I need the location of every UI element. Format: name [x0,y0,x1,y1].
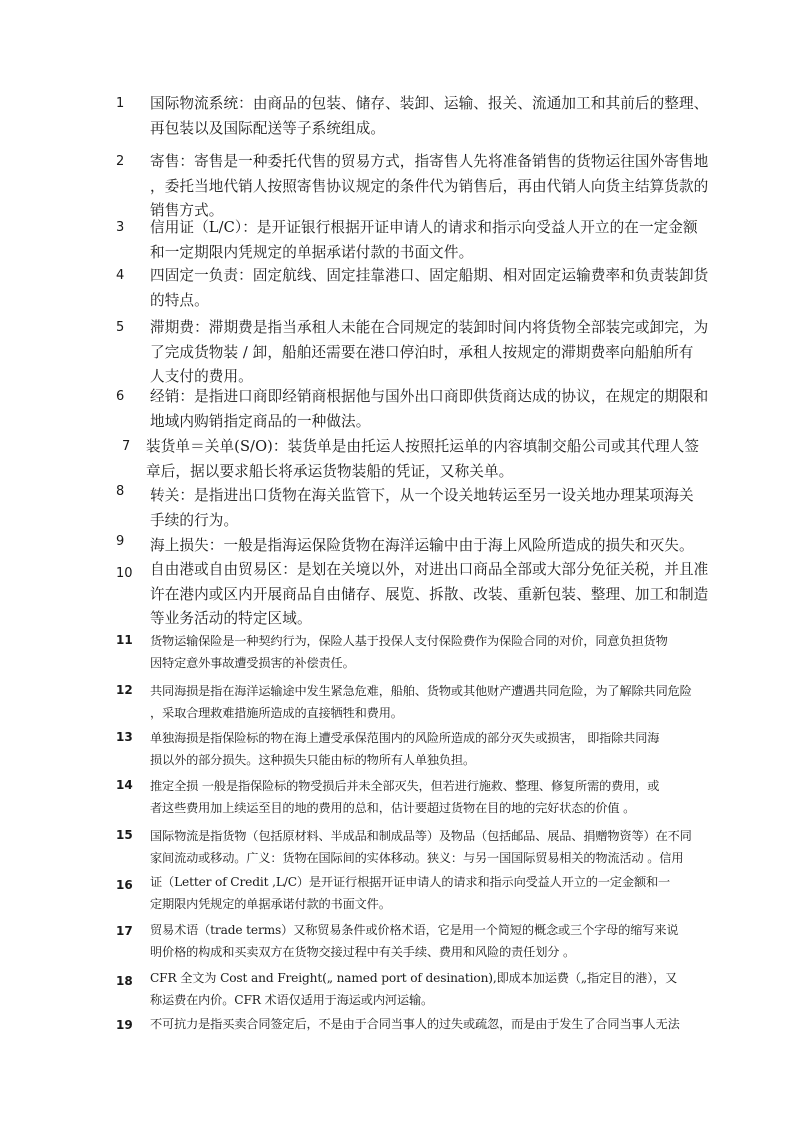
item-line: 等业务活动的特定区域。 [150,610,312,627]
item-number: 3 [116,220,125,235]
item-line: 装货单＝关单(S/O)：装货单是由托运人按照托运单的内容填制交船公司或其代理人签 [146,438,700,455]
item-line: 称运费在内价。CFR 术语仅适用于海运或内河运输。 [150,992,434,1007]
item-number: 9 [116,534,125,549]
item-line: 单独海损是指保险标的物在海上遭受承保范围内的风险所造成的部分灭失或损害， 即指除共同海 [150,731,660,745]
item-number: 14 [116,778,133,792]
item-line: 经销：是指进口商即经销商根据他与国外出口商即供货商达成的协议，在规定的期限和 [150,388,709,405]
item-number: 19 [116,1018,133,1032]
item-number: 15 [116,828,133,842]
item-line: 家间流动或移动。广义：货物在国际间的实体移动。狭义：与另一国国际贸易相关的物流活动 。信用 [150,850,684,865]
item-line: ，采取合理救难措施所造成的直接牺牲和费用。 [150,705,403,720]
item-number: 17 [116,924,133,938]
item-line: 海上损失：一般是指海运保险货物在海洋运输中由于海上风险所造成的损失和灭失。 [150,537,694,554]
item-line: CFR 全文为 Cost and Freight(„ named port of desination),即成本加运费（„指定目的港），又 [150,971,678,985]
item-line: 销售方式。 [150,202,224,219]
item-line: 的特点。 [150,291,209,309]
item-line: 推定全损 一般是指保险标的物受损后并未全部灭失，但若进行施救、整理、修复所需的费用，或 [150,779,660,793]
item-line: 损以外的部分损失。这种损失只能由标的物所有人单独负担。 [150,752,476,767]
item-number: 10 [116,566,133,581]
item-number: 12 [116,683,133,697]
item-number: 6 [116,389,125,404]
item-number: 1 [116,96,125,111]
item-line: 国际物流是指货物（包括原材料、半成品和制成品等）及物品（包括邮品、展品、捐赠物资等）在不同 [150,829,692,843]
item-line: 地域内购销指定商品的一种做法。 [150,412,371,430]
item-line: 转关：是指进出口货物在海关监管下，从一个设关地转运至另一设关地办理某项海关 [150,487,694,504]
item-line: 不可抗力是指买卖合同签定后，不是由于合同当事人的过失或疏忽，而是由于发生了合同当事人无法 [150,1017,680,1031]
item-number: 4 [116,268,125,283]
item-line: 信用证（L/C）：是开证银行根据开证申请人的请求和指示向受益人开立的在一定金额 [150,219,698,236]
item-line: 明价格的构成和买卖双方在货物交接过程中有关手续、费用和风险的责任划分 。 [150,944,576,959]
item-number: 5 [116,320,125,335]
item-number: 13 [116,730,133,744]
item-line: 许在港内或区内开展商品自由储存、展览、拆散、改装、重新包装、整理、加工和制造 [150,585,709,603]
item-number: 11 [116,633,133,647]
item-number: 8 [116,484,125,499]
item-line: 寄售：寄售是一种委托代售的贸易方式，指寄售人先将准备销售的货物运往国外寄售地 [150,153,709,170]
item-line: 章后，据以要求船长将承运货物装船的凭证，又称关单。 [146,462,514,480]
item-line: 手续的行为。 [150,511,239,529]
item-line: 和一定期限内凭规定的单据承诺付款的书面文件。 [150,243,474,261]
item-number: 2 [116,154,125,169]
item-line: 滞期费：滞期费是指当承租人未能在合同规定的装卸时间内将货物全部装完或卸完，为 [150,319,709,336]
item-line: 证（Letter of Credit ,L/C）是开证行根据开证申请人的请求和指示向受益人开立的一定金额和一 [150,875,671,889]
item-line: 自由港或自由贸易区：是划在关境以外，对进出口商品全部或大部分免征关税，并且准 [150,561,709,578]
item-number: 18 [116,974,133,988]
item-line: 再包装以及国际配送等子系统组成。 [150,119,386,137]
item-line: 人支付的费用。 [150,368,253,385]
item-line: 贸易术语（trade terms）又称贸易条件或价格术语，它是用一个简短的概念或三个字母的缩写来说 [150,923,679,937]
item-line: 共同海损是指在海洋运输途中发生紧急危难，船舶、货物或其他财产遭遇共同危险，为了解除共同危险 [150,684,692,698]
item-line: 国际物流系统：由商品的包装、储存、装卸、运输、报关、流通加工和其前后的整理、 [150,95,709,112]
item-line: 四固定一负责：固定航线、固定挂靠港口、固定船期、相对固定运输费率和负责装卸货 [150,267,709,284]
item-number: 7 [122,439,131,454]
item-line: 了完成货物装 / 卸，船舶还需要在港口停泊时，承租人按规定的滞期费率向船舶所有 [150,343,694,361]
item-line: 货物运输保险是一种契约行为，保险人基于投保人支付保险费作为保险合同的对价，同意负担货物 [150,634,668,648]
item-number: 16 [116,878,133,892]
item-line: ，委托当地代销人按照寄售协议规定的条件代为销售后，再由代销人向货主结算货款的 [150,177,709,195]
item-line: 者这些费用加上续运至目的地的费用的总和，估计要超过货物在目的地的完好状态的价值 。 [150,800,636,815]
item-line: 因特定意外事故遭受损害的补偿责任。 [150,655,355,670]
item-line: 定期限内凭规定的单据承诺付款的书面文件。 [150,896,391,911]
